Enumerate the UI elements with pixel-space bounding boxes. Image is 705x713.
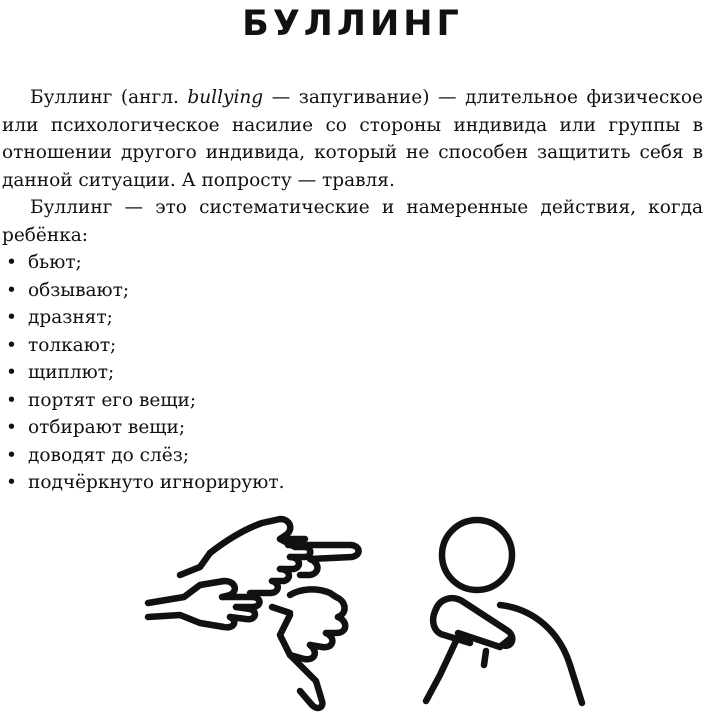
- list-item-text: отбирают вещи;: [28, 417, 186, 438]
- list-item: [2, 442, 703, 470]
- sad-person-icon: [426, 520, 582, 703]
- definition-paragraph: [2, 84, 703, 194]
- bullet-dot: •: [6, 389, 17, 411]
- definition-lead: Буллинг (англ.: [30, 87, 188, 108]
- article-body: [2, 84, 703, 497]
- bullying-illustration: [140, 505, 600, 713]
- list-item-text: щиплют;: [28, 362, 115, 383]
- list-item: [2, 304, 703, 332]
- bullet-dot: •: [6, 444, 17, 466]
- actions-intro-paragraph: Буллинг — это систематические и намеренные действия, когда ребёнка:: [2, 197, 703, 246]
- bullet-dot: •: [6, 279, 17, 301]
- bullet-dot: •: [6, 252, 17, 273]
- page-title: БУЛЛИНГ: [242, 4, 463, 44]
- definition-text: — запугивание) — длительное физическое или психологическое насилие со стороны индивида или группы в отношении другого индивида, который не способен защитить себя в данной ситуации. А попросту — травля.: [2, 87, 703, 191]
- list-item-text: дразнят;: [28, 307, 113, 328]
- list-item-text: подчёркнуто игнорируют.: [28, 472, 285, 493]
- bullet-dot: •: [6, 417, 17, 438]
- bullet-dot: •: [6, 307, 17, 328]
- bullying-actions-list: [2, 249, 703, 497]
- list-item-text: бьют;: [28, 252, 82, 273]
- list-item: [2, 249, 703, 277]
- definition-term: bullying: [187, 87, 264, 108]
- list-item-text: толкают;: [28, 334, 117, 356]
- list-item-text: портят его вещи;: [28, 389, 197, 411]
- bullet-dot: •: [6, 362, 17, 383]
- pointing-hands-icon: [148, 519, 359, 708]
- list-item-text: обзывают;: [28, 279, 130, 301]
- list-item: [2, 359, 703, 387]
- list-item: [2, 387, 703, 415]
- list-item: [2, 469, 703, 497]
- list-item: [2, 332, 703, 360]
- list-item: [2, 414, 703, 442]
- list-item: [2, 277, 703, 305]
- bullet-dot: •: [6, 472, 17, 493]
- list-item-text: доводят до слёз;: [28, 444, 190, 466]
- bullet-dot: •: [6, 334, 17, 356]
